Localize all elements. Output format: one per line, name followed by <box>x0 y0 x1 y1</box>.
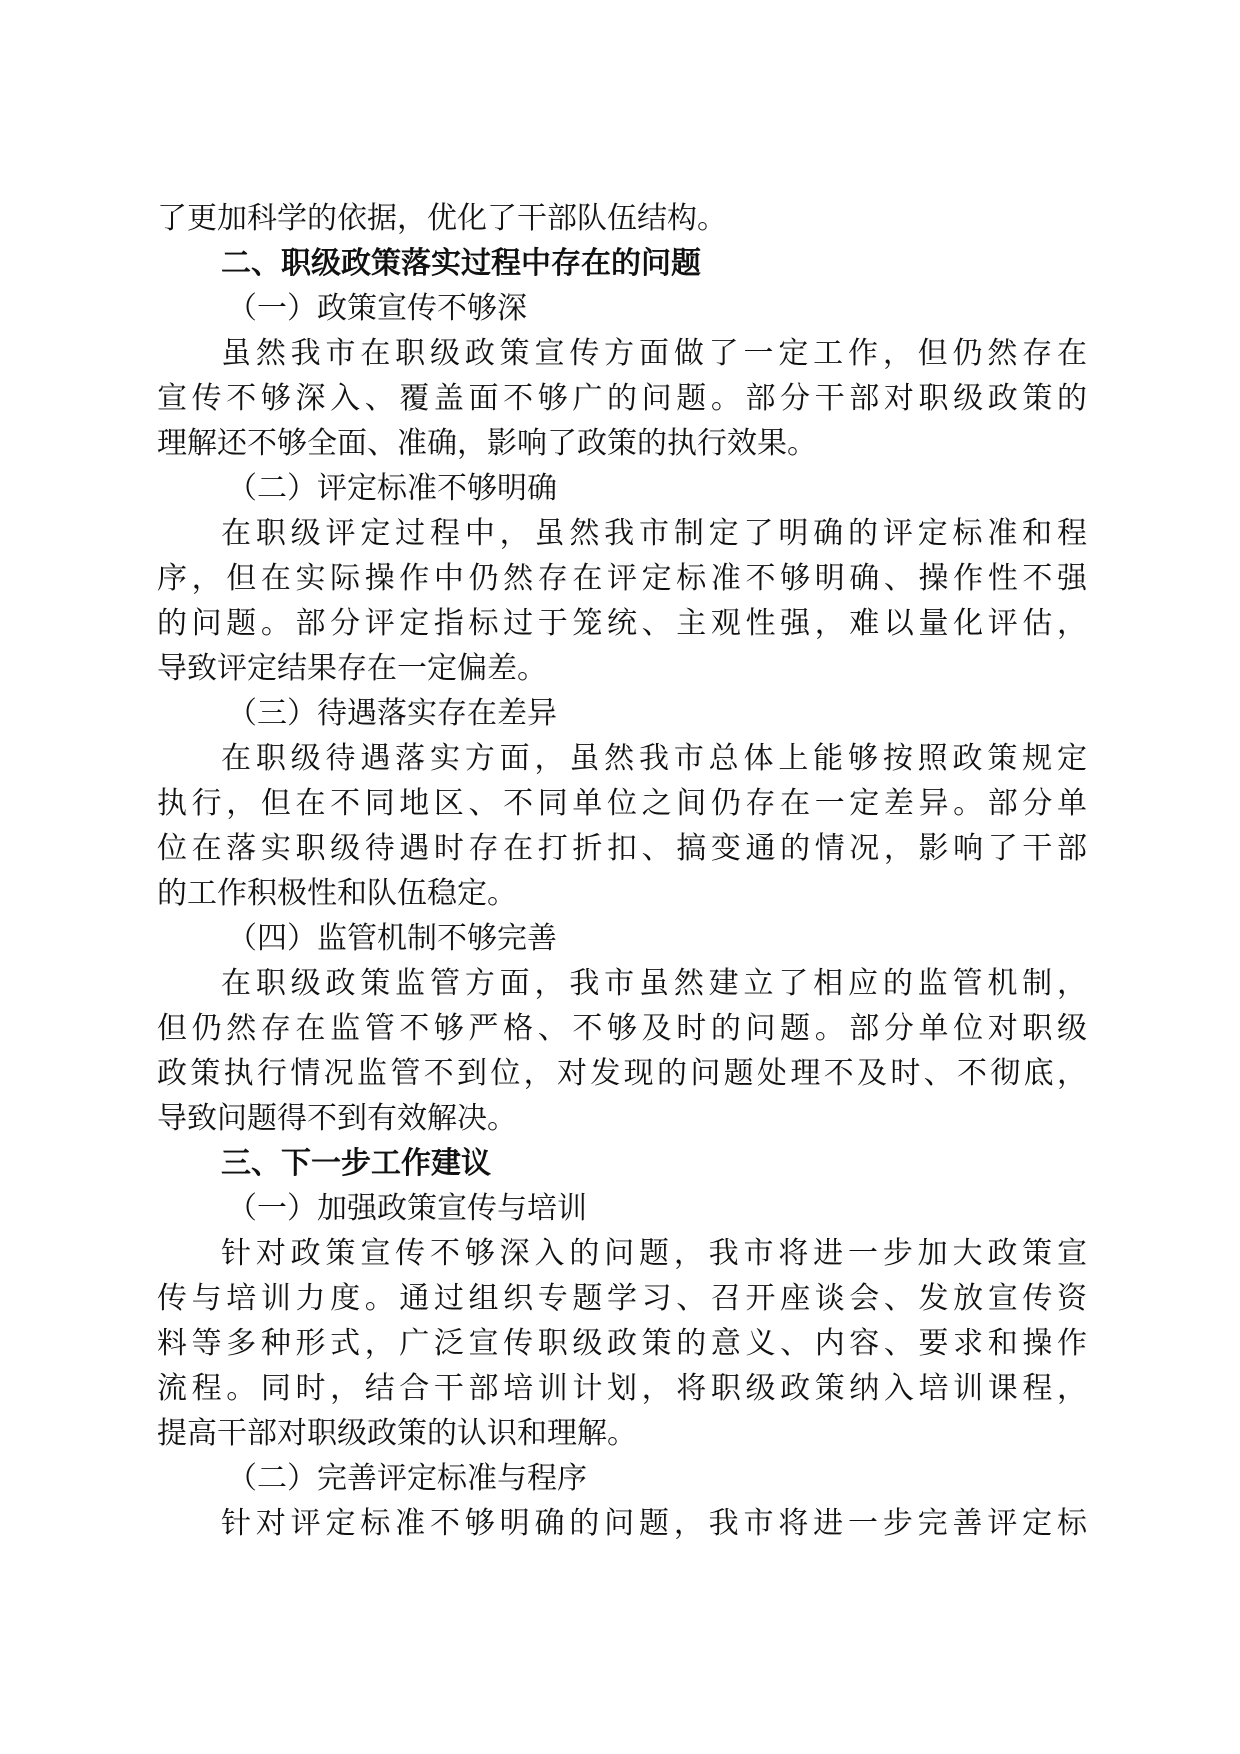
paragraph-line: 流程。同时，结合干部培训计划，将职级政策纳入培训课程， <box>157 1371 1087 1406</box>
section-heading: 三、下一步工作建议 <box>221 1146 491 1181</box>
subsection-heading: （四）监管机制不够完善 <box>227 921 557 956</box>
section-heading: 二、职级政策落实过程中存在的问题 <box>221 246 701 281</box>
subsection-heading: （二）评定标准不够明确 <box>227 471 557 506</box>
subsection-heading: （二）完善评定标准与程序 <box>227 1461 587 1496</box>
paragraph-line: 序，但在实际操作中仍然存在评定标准不够明确、操作性不强 <box>157 561 1087 596</box>
paragraph-line: 了更加科学的依据，优化了干部队伍结构。 <box>157 201 727 236</box>
paragraph-line: 料等多种形式，广泛宣传职级政策的意义、内容、要求和操作 <box>157 1326 1087 1361</box>
paragraph-line: 的问题。部分评定指标过于笼统、主观性强，难以量化评估， <box>157 606 1087 641</box>
document-body <box>157 196 1087 1546</box>
paragraph-line: 的工作积极性和队伍稳定。 <box>157 876 517 911</box>
paragraph-line: 政策执行情况监管不到位，对发现的问题处理不及时、不彻底， <box>157 1056 1087 1091</box>
paragraph-line: 在职级评定过程中，虽然我市制定了明确的评定标准和程 <box>221 516 1087 551</box>
paragraph-line: 提高干部对职级政策的认识和理解。 <box>157 1416 637 1451</box>
paragraph-line: 导致问题得不到有效解决。 <box>157 1101 517 1136</box>
paragraph-line: 虽然我市在职级政策宣传方面做了一定工作，但仍然存在 <box>221 336 1087 371</box>
paragraph-line: 针对评定标准不够明确的问题，我市将进一步完善评定标 <box>221 1506 1087 1541</box>
paragraph-line: 传与培训力度。通过组织专题学习、召开座谈会、发放宣传资 <box>157 1281 1087 1316</box>
subsection-heading: （一）政策宣传不够深 <box>227 291 527 326</box>
paragraph-line: 针对政策宣传不够深入的问题，我市将进一步加大政策宣 <box>221 1236 1087 1271</box>
paragraph-line: 执行，但在不同地区、不同单位之间仍存在一定差异。部分单 <box>157 786 1087 821</box>
paragraph-line: 导致评定结果存在一定偏差。 <box>157 651 547 686</box>
paragraph-line: 位在落实职级待遇时存在打折扣、搞变通的情况，影响了干部 <box>157 831 1087 866</box>
paragraph-line: 但仍然存在监管不够严格、不够及时的问题。部分单位对职级 <box>157 1011 1087 1046</box>
paragraph-line: 理解还不够全面、准确，影响了政策的执行效果。 <box>157 426 817 461</box>
subsection-heading: （三）待遇落实存在差异 <box>227 696 557 731</box>
subsection-heading: （一）加强政策宣传与培训 <box>227 1191 587 1226</box>
paragraph-line: 在职级待遇落实方面，虽然我市总体上能够按照政策规定 <box>221 741 1087 776</box>
paragraph-line: 宣传不够深入、覆盖面不够广的问题。部分干部对职级政策的 <box>157 381 1087 416</box>
paragraph-line: 在职级政策监管方面，我市虽然建立了相应的监管机制， <box>221 966 1087 1001</box>
